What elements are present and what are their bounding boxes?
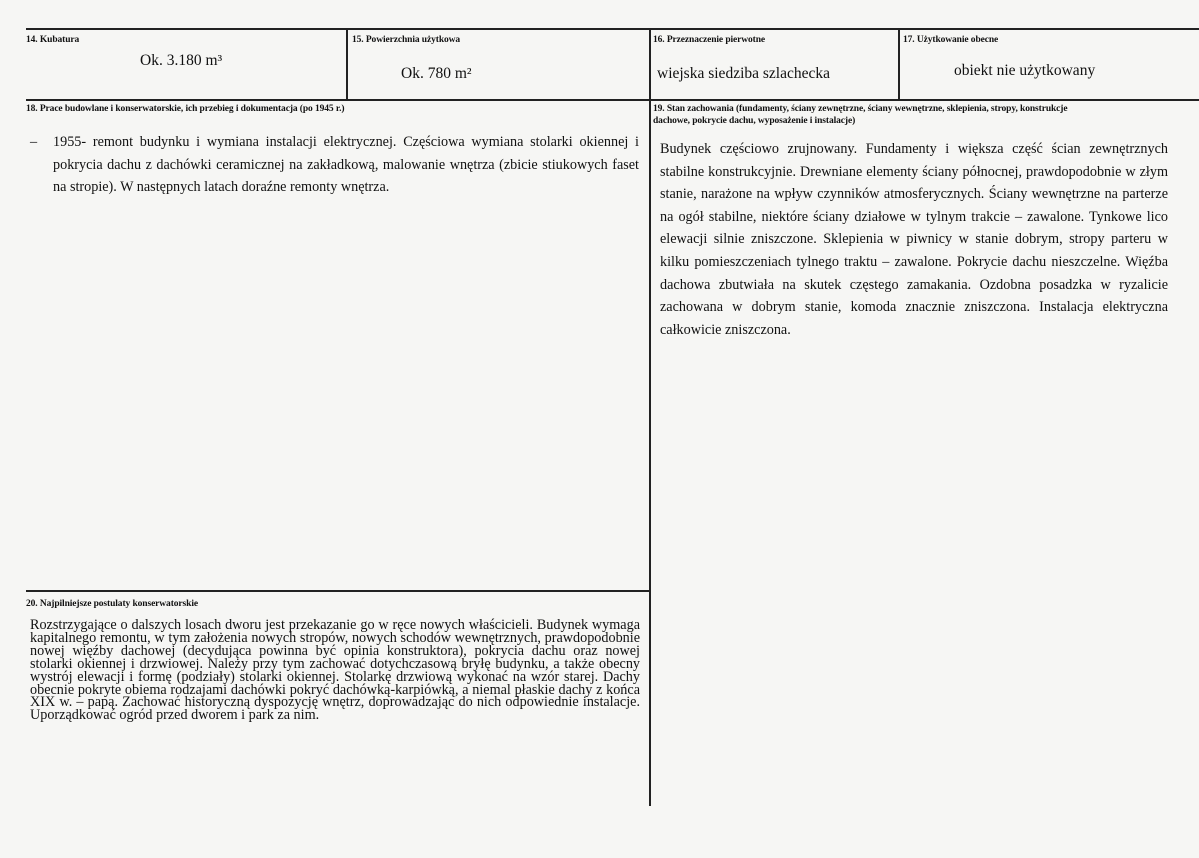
field-20-label: 20. Najpilniejsze postulaty konserwatorskie xyxy=(26,599,198,609)
field-16-label: 16. Przeznaczenie pierwotne xyxy=(653,35,766,45)
row-divider-2 xyxy=(26,590,650,592)
top-border xyxy=(26,28,1199,30)
field-15-label: 15. Powierzchnia użytkowa xyxy=(352,35,461,45)
col-divider-1 xyxy=(346,28,348,100)
field-16-value: wiejska siedziba szlachecka xyxy=(657,65,830,82)
field-15-value: Ok. 780 m² xyxy=(401,65,472,82)
field-14-label: 14. Kubatura xyxy=(26,35,80,45)
field-19-label-line2: dachowe, pokrycie dachu, wyposażenie i instalacje) xyxy=(653,116,856,126)
field-14-value: Ok. 3.180 m³ xyxy=(140,52,223,69)
field-18-label: 18. Prace budowlane i konserwatorskie, ich przebieg i dokumentacja (po 1945 r.) xyxy=(26,104,345,114)
field-17-value: obiekt nie użytkowany xyxy=(954,62,1096,79)
field-19-text: Budynek częściowo zrujnowany. Fundamenty i większa część ścian zewnętrznych stabilne konstrukcyjnie. Drewniane elementy ściany północnej, prawdopodobnie w złym stanie, narażone na wpływ czynników atmosferycznych. Ściany wewnętrzne na parterze na ogół stabilne, niektóre ściany działowe w tylnym trakcie – zawalone. Tynkowe lico elewacji silnie zniszczone. Sklepienia w piwnicy w stanie dobrym, stropy parteru w kilku pomieszczeniach tylnego traktu – zawalone. Pokrycie dachu nieszczelne. Więźba dachowa zbutwiała na skutek częstego zamakania. Ozdobna posadzka w ryzalicie zachowana w dobrym stanie, komoda znacznie zniszczona. Instalacja elektryczna całkowicie zniszczona. xyxy=(660,141,1168,338)
row-divider-1 xyxy=(26,99,1199,101)
col-divider-2 xyxy=(649,28,651,806)
field-19-label-line1: 19. Stan zachowania (fundamenty, ściany zewnętrzne, ściany wewnętrzne, sklepienia, stropy, konstrukcje xyxy=(653,104,1068,114)
col-divider-3 xyxy=(898,28,900,100)
field-17-label: 17. Użytkowanie obecne xyxy=(903,35,999,45)
field-18-bullet: – xyxy=(30,134,38,150)
field-18-text: 1955- remont budynku i wymiana instalacji elektrycznej. Częściowa wymiana stolarki okiennej i pokrycia dachu z dachówki ceramicznej na zakładkową, malowanie wnętrza (zbicie stiukowych faset na stropie). W następnych latach doraźne remonty wnętrza. xyxy=(53,134,639,196)
field-20-text: Rozstrzygające o dalszych losach dworu jest przekazanie go w ręce nowych właścicieli. Budynek wymaga kapitalnego remontu, w tym założenia nowych stropów, nowych schodów wewnętrznych, prawdopodobnie nowej więźby dachowej (decydująca powinna być opinia konstruktora), pokrycia dachu oraz nowej stolarki okiennej i drzwiowej. Należy przy tym zachować dotychczasową bryłę budynku, a także obecny wystrój elewacji i formę (podziały) stolarki okiennej. Stolarkę drzwiową wykonać na wzór starej. Dachy obecnie pokryte obiema rodzajami dachówki pokryć dachówką-karpiówką, a niemal płaskie dachy z końca XIX w. – papą. Zachować historyczną dyspozycję wnętrz, doprowadzając do nich odpowiednie instalacje. Uporządkować ogród przed dworem i park za nim. xyxy=(30,617,640,724)
